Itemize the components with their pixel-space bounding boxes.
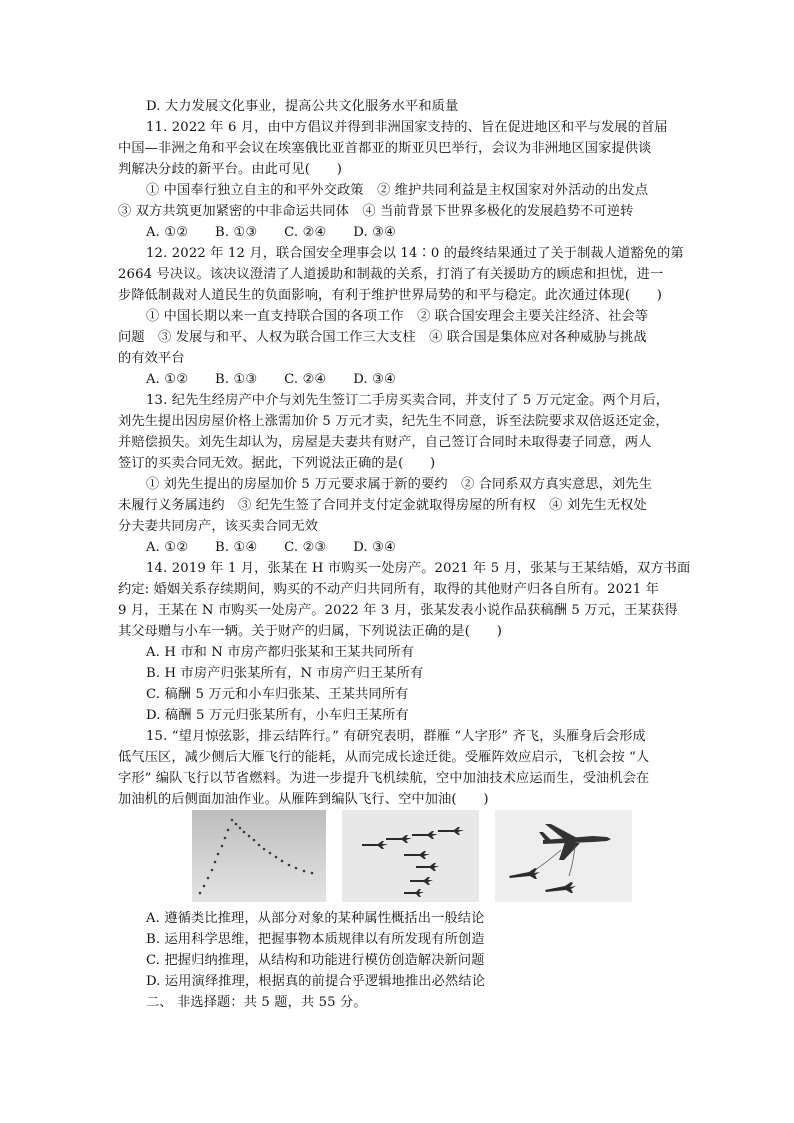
q14-option-b: B. H 市房产归张某所有，N 市房产归王某所有 [146, 666, 424, 681]
q13-line-2: 刘先生提出因房屋价格上涨需加价 5 万元才卖，纪先生不同意，诉至法院要求双倍返还定金， [118, 414, 669, 429]
section-two-heading: 二、 非选择题：共 5 题，共 55 分。 [146, 995, 367, 1010]
q14-line-1: 14. 2019 年 1 月，张某在 H 市购买一处房产。2021 年 5 月，张某与王某结婚，双方书面 [146, 561, 691, 576]
q13-items-3: 分夫妻共同房产，该买卖合同无效 [118, 519, 319, 534]
q15-line-3: 字形” 编队飞行以节省燃料。为进一步提升飞机续航，空中加油技术应运而生，受油机会在 [118, 771, 650, 786]
aerial-refueling-graphic [495, 810, 632, 902]
q12-line-3: 步降低制裁对人道民生的负面影响，有利于维护世界局势的和平与稳定。此次通过体现( ) [118, 288, 663, 303]
geese-formation-graphic [192, 810, 326, 902]
q13-items-1: ① 刘先生提出的房屋加价 5 万元要求属于新的要约 ② 合同系双方真实意思，刘先生 [146, 477, 653, 492]
q12-items-3: 的有效平台 [118, 351, 185, 366]
q14-line-2: 约定: 婚姻关系存续期间，购买的不动产归共同所有，取得的其他财产归各自所有。2021 年 [118, 582, 659, 597]
q14-line-3: 9 月，王某在 N 市购买一处房产。2022 年 3 月，张某发表小说作品获稿酬 5 万元，王某获得 [118, 603, 678, 618]
q12-options: A. ①② B. ①③ C. ②④ D. ③④ [146, 372, 397, 387]
q13-line-1: 13. 纪先生经房产中介与刘先生签订二手房买卖合同，并支付了 5 万元定金。两个月后， [146, 393, 670, 408]
q15-option-b: B. 运用科学思维，把握事物本质规律以有所发现有所创造 [146, 932, 485, 947]
q11-line-3: 判解决分歧的新平台。由此可见( ) [118, 162, 342, 177]
q15-figures [192, 810, 632, 902]
q12-line-1: 12. 2022 年 12 月，联合国安全理事会以 14∶0 的最终结果通过了关于制裁人道豁免的第 [146, 246, 684, 261]
q13-options: A. ①② B. ①④ C. ②③ D. ③④ [146, 540, 397, 555]
geese-formation-photo [192, 810, 326, 902]
q14-option-c: C. 稿酬 5 万元和小车归张某、王某共同所有 [146, 687, 409, 702]
q12-line-2: 2664 号决议。该决议澄清了人道援助和制裁的关系，打消了有关援助方的顾虑和担忧，进一 [118, 267, 664, 282]
q13-line-4: 签订的买卖合同无效。据此，下列说法正确的是( ) [118, 456, 436, 471]
q11-line-2: 中国—非洲之角和平会议在埃塞俄比亚首都亚的斯亚贝巴举行，会议为非洲地区国家提供谈 [118, 141, 652, 156]
q15-line-2: 低气压区，减少侧后大雁飞行的能耗，从而完成长途迁徙。受雁阵效应启示，飞机会按 “人 [118, 750, 650, 765]
q13-items-2: 未履行义务属违约 ③ 纪先生签了合同并支付定金就取得房屋的所有权 ④ 刘先生无权处 [118, 498, 647, 513]
q15-line-1: 15. “望月惊弦影，排云结阵行。” 有研究表明，群雁 “人字形” 齐飞，头雁身后会形成 [146, 729, 646, 744]
q13-line-3: 并赔偿损失。刘先生却认为，房屋是夫妻共有财产，自己签订合同时未取得妻子同意，两人 [118, 435, 652, 450]
q12-items-1: ① 中国长期以来一直支持联合国的各项工作 ② 联合国安理会主要关注经济、社会等 [146, 309, 649, 324]
jet-formation-photo [342, 810, 479, 902]
q11-options: A. ①② B. ①③ C. ②④ D. ③④ [146, 225, 397, 240]
q15-line-4: 加油机的后侧面加油作业。从雁阵到编队飞行、空中加油( ) [118, 792, 489, 807]
q14-option-a: A. H 市和 N 市房产都归张某和王某共同所有 [146, 645, 415, 660]
q12-items-2: 问题 ③ 发展与和平、人权为联合国工作三大支柱 ④ 联合国是集体应对各种威胁与挑战 [118, 330, 647, 345]
q14-option-d: D. 稿酬 5 万元归张某所有，小车归王某所有 [146, 708, 409, 723]
q15-option-d: D. 运用演绎推理，根据真的前提合乎逻辑地推出必然结论 [146, 974, 486, 989]
q15-option-c: C. 把握归纳推理，从结构和功能进行模仿创造解决新问题 [146, 953, 485, 968]
q11-items-2: ③ 双方共筑更加紧密的中非命运共同体 ④ 当前背景下世界多极化的发展趋势不可逆转 [118, 204, 634, 219]
q11-items-1: ① 中国奉行独立自主的和平外交政策 ② 维护共同利益是主权国家对外活动的出发点 [146, 183, 649, 198]
q14-line-4: 其父母赠与小车一辆。关于财产的归属，下列说法正确的是( ) [118, 624, 503, 639]
option-10d: D. 大力发展文化事业，提高公共文化服务水平和质量 [146, 99, 459, 114]
q15-option-a: A. 遵循类比推理，从部分对象的某种属性概括出一般结论 [146, 911, 485, 926]
jet-formation-graphic [342, 810, 479, 902]
q11-line-1: 11. 2022 年 6 月，由中方倡议并得到非洲国家支持的、旨在促进地区和平与发展的首届 [146, 120, 668, 135]
aerial-refueling-photo [495, 810, 632, 902]
